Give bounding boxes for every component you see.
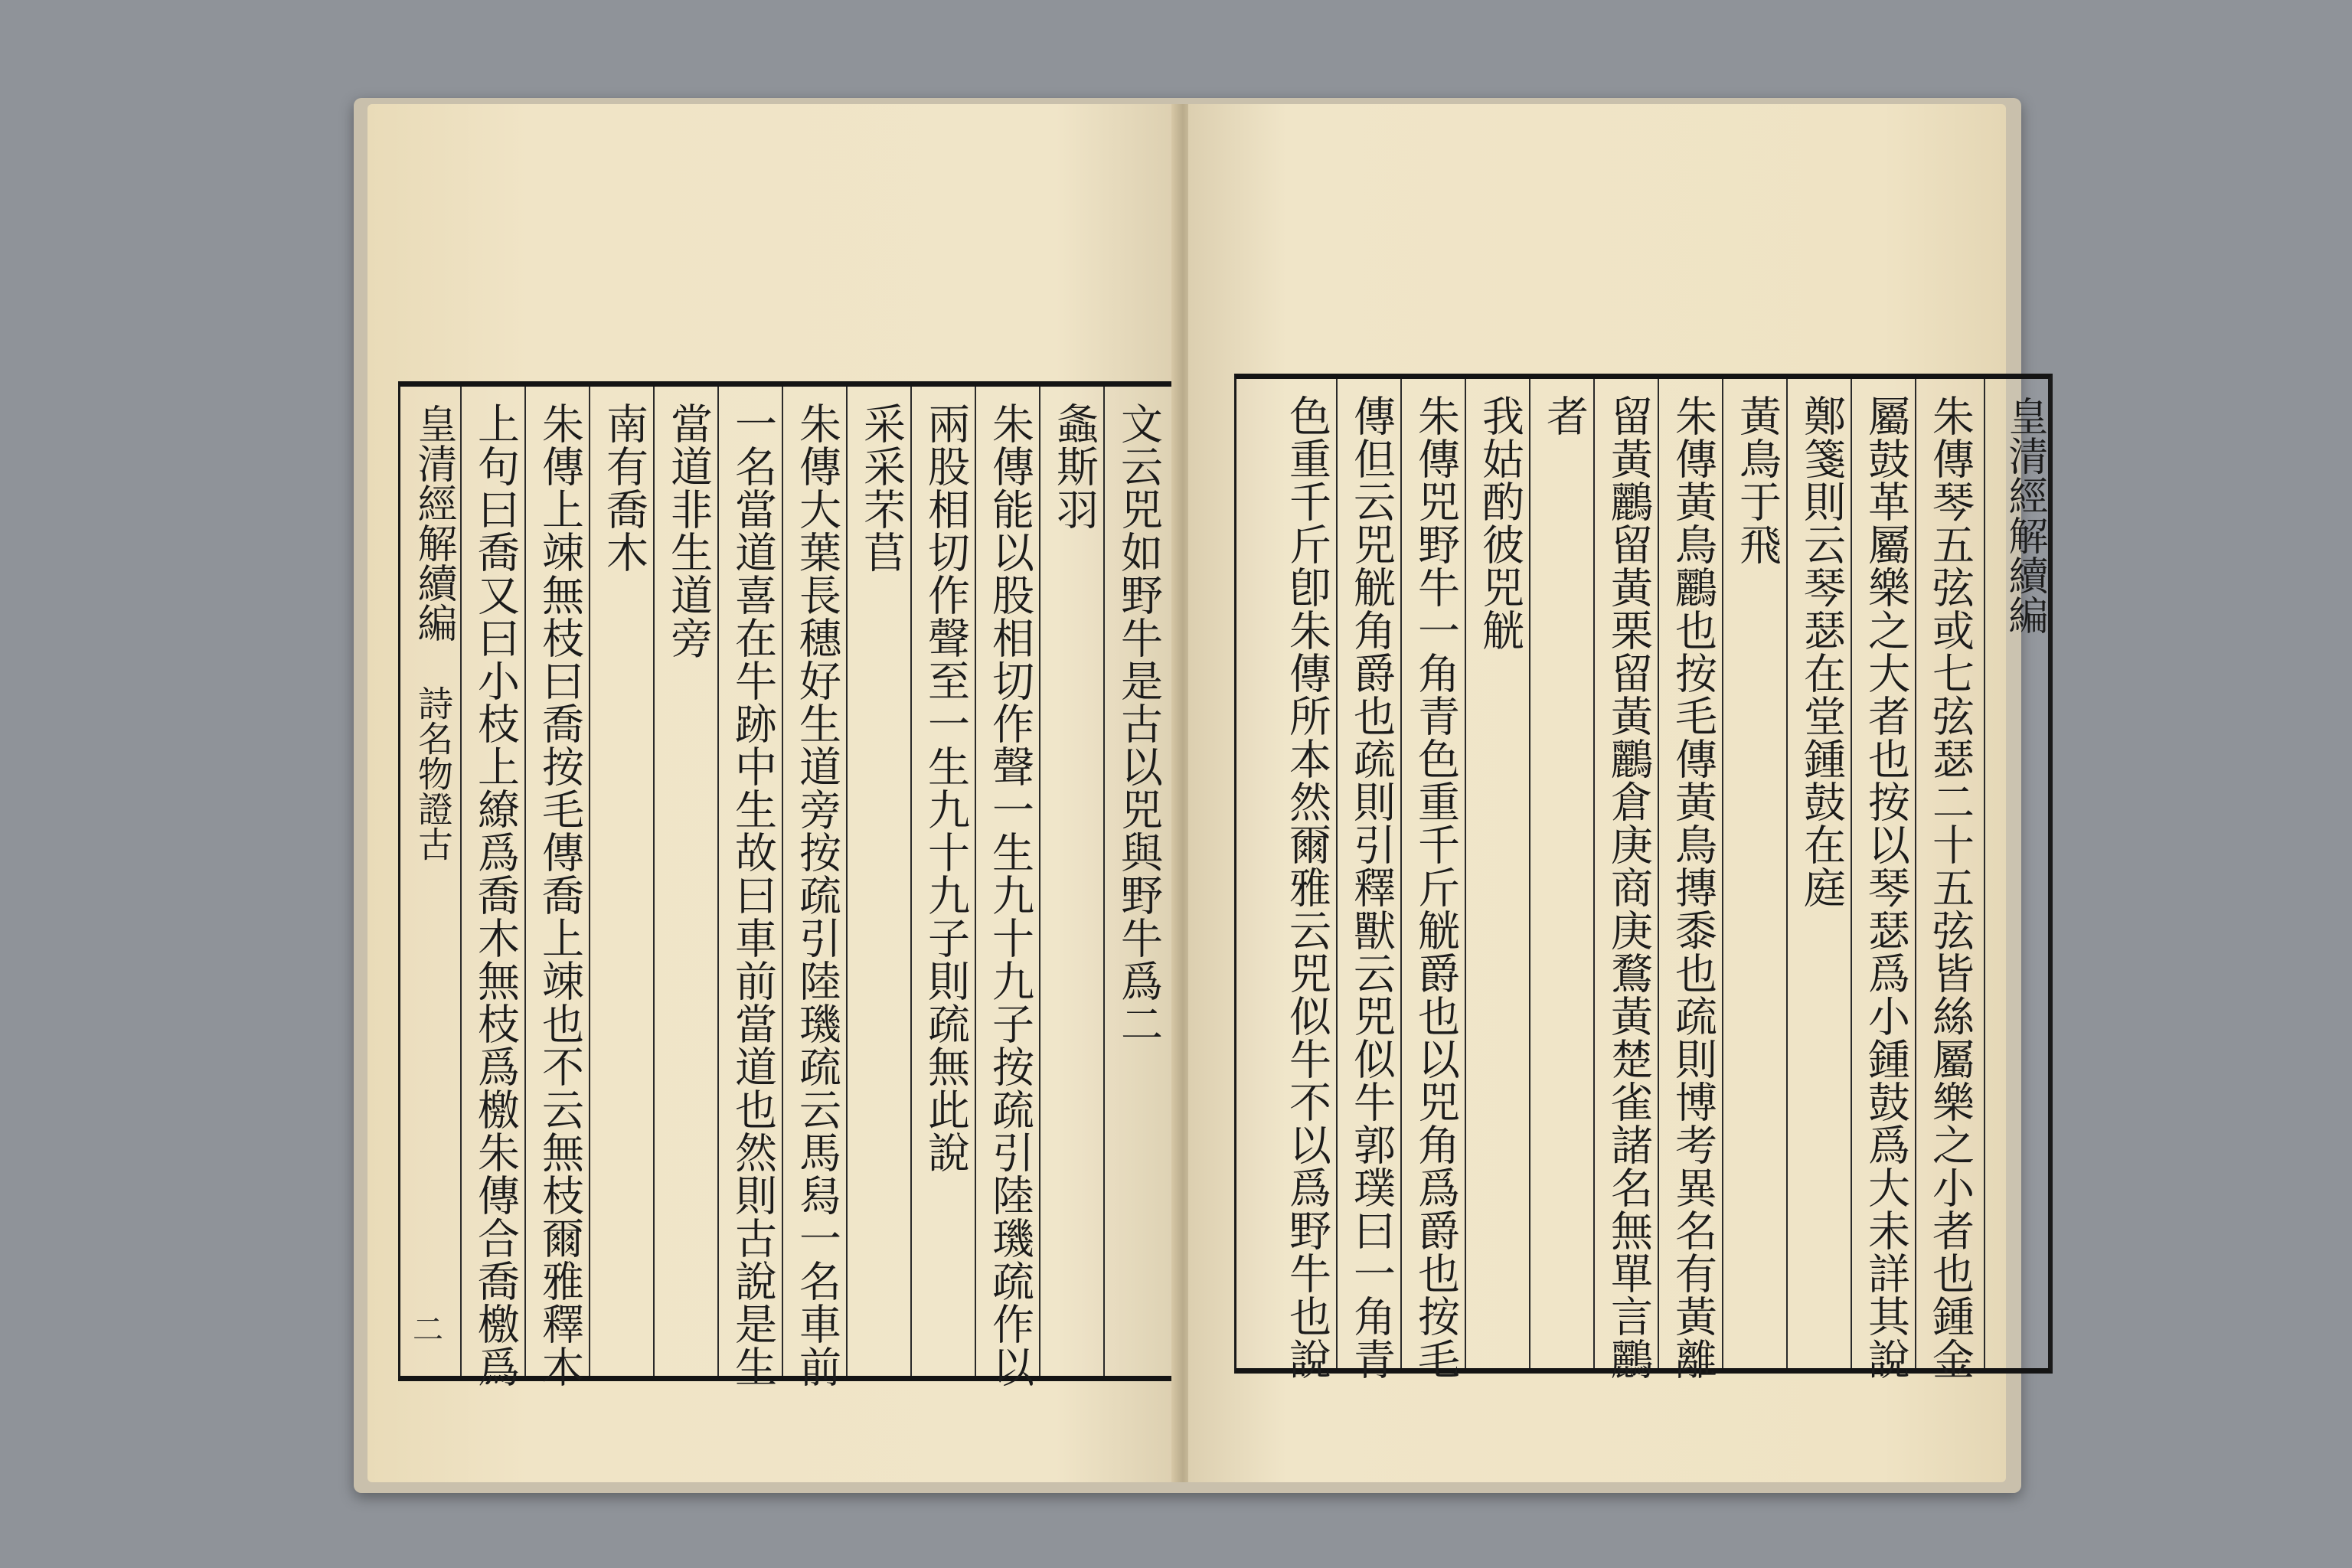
column-rule xyxy=(1658,379,1659,1368)
text-column: 者 xyxy=(1540,394,1589,437)
text-column: 南有喬木 xyxy=(599,402,648,573)
text-column: 朱傳兕野牛一角青色重千斤觥爵也以兕角爲爵也按毛 xyxy=(1411,394,1460,1380)
text-column: 采采芣苢 xyxy=(857,402,906,573)
folio-number: 二 xyxy=(413,1312,443,1348)
column-rule xyxy=(717,387,719,1376)
column-rule xyxy=(1465,379,1466,1368)
book-title: 皇清經解續編 xyxy=(2001,396,2047,635)
text-column: 文云兕如野牛是古以兕與野牛爲二 xyxy=(1114,402,1163,1045)
text-column: 留黃鸝留黃栗留黃鸝倉庚商庚鶩黃楚雀諸名無單言鸝 xyxy=(1604,394,1653,1380)
text-column: 當道非生道旁 xyxy=(664,402,713,659)
book-title: 皇清經解續編 xyxy=(410,403,456,642)
column-rule xyxy=(1103,387,1105,1376)
column-rule xyxy=(846,387,848,1376)
column-rule xyxy=(1915,379,1916,1368)
column-rule xyxy=(910,387,912,1376)
text-column: 朱傳上竦無枝曰喬按毛傳喬上竦也不云無枝爾雅釋木 xyxy=(535,402,584,1388)
column-rule xyxy=(524,387,526,1376)
column-rule xyxy=(1851,379,1852,1368)
text-column: 黃鳥于飛 xyxy=(1733,394,1782,566)
column-rule xyxy=(1984,379,1985,1368)
text-column: 朱傳琴五弦或七弦瑟二十五弦皆絲屬樂之小者也鍾金 xyxy=(1926,394,1975,1380)
text-column: 螽斯羽 xyxy=(1050,402,1099,531)
text-column: 傳但云兕觥角爵也疏則引釋獸云兕似牛郭璞曰一角青 xyxy=(1347,394,1396,1380)
column-rule xyxy=(589,387,590,1376)
text-column: 色重千斤卽朱傳所本然爾雅云兕似牛不以爲野牛也說 xyxy=(1282,394,1331,1380)
column-rule xyxy=(1722,379,1723,1368)
text-column: 屬鼓革屬樂之大者也按以琴瑟爲小鍾鼓爲大未詳其說 xyxy=(1861,394,1910,1380)
text-column: 朱傳黃鳥鸝也按毛傳黃鳥摶黍也疏則博考異名有黃離 xyxy=(1668,394,1717,1380)
text-column: 兩股相切作聲至一生九十九子則疏無此說 xyxy=(921,402,970,1174)
text-column: 鄭箋則云琴瑟在堂鍾鼓在庭 xyxy=(1797,394,1846,909)
text-column: 我姑酌彼兕觥 xyxy=(1475,394,1524,652)
column-rule xyxy=(1039,387,1040,1376)
left-text-frame xyxy=(398,381,1176,1388)
column-rule xyxy=(1786,379,1788,1368)
left-page xyxy=(368,104,1178,1482)
column-rule xyxy=(782,387,783,1376)
text-column: 朱傳能以股相切作聲一生九十九子按疏引陸璣疏作以 xyxy=(985,402,1034,1388)
column-rule xyxy=(1593,379,1595,1368)
column-rule xyxy=(653,387,655,1376)
text-column: 朱傳大葉長穗好生道旁按疏引陸璣疏云馬舄一名車前 xyxy=(792,402,841,1388)
column-rule xyxy=(1336,379,1338,1368)
text-column: 上句曰喬又曰小枝上繚爲喬木無枝爲檄朱傳合喬檄爲 xyxy=(471,402,520,1388)
right-page xyxy=(1188,104,2047,1482)
column-rule xyxy=(975,387,976,1376)
text-column: 一名當道喜在牛跡中生故曰車前當道也然則古說是生 xyxy=(728,402,777,1388)
right-text-frame xyxy=(1234,374,2053,1380)
column-rule xyxy=(1400,379,1402,1368)
column-rule xyxy=(1529,379,1530,1368)
open-book xyxy=(354,98,2047,1493)
section-title: 詩名物證古 xyxy=(413,685,454,861)
